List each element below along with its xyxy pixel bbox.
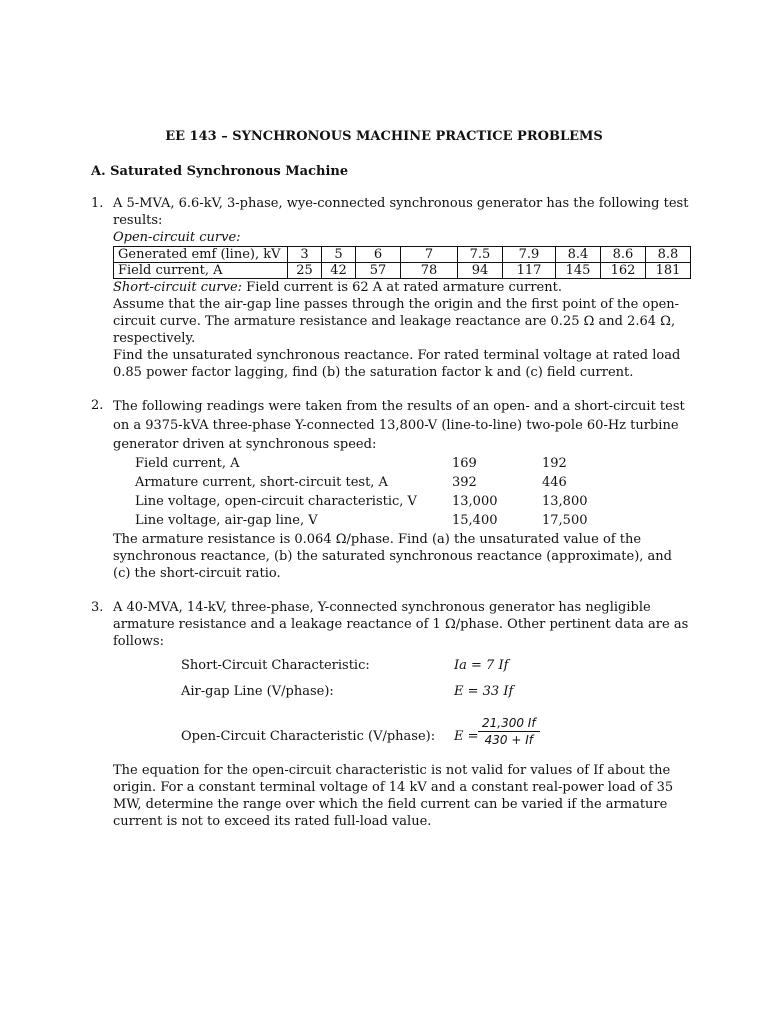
list-item (113, 455, 691, 474)
table-cell: 5 (322, 247, 356, 263)
reading-value-a: 15,400 (452, 513, 498, 528)
reading-label: Line voltage, air-gap line, V (135, 513, 318, 528)
eq-lhs-open-circuit: E = (454, 729, 479, 744)
table-cell: 117 (503, 263, 556, 279)
occ-label: Open-circuit curve: (113, 230, 241, 245)
eq-rhs-air-gap: E = 33 If (454, 684, 514, 699)
reading-value-b: 192 (542, 456, 567, 471)
eq-fraction (478, 715, 540, 748)
problem-number: 2. (91, 398, 104, 413)
reading-label: Armature current, short-circuit test, A (135, 475, 388, 490)
table-cell: 42 (322, 263, 356, 279)
problem-question: The equation for the open-circuit characteristic is not valid for values of If about the origin. For a constant terminal voltage of 14 kV and a constant real-power load of 35 MW, determine the range over which the field current can be varied if the armature current is not to exceed its rated full-load value. (113, 763, 674, 829)
table-cell: 7.9 (503, 247, 556, 263)
eq-label-open-circuit: Open-Circuit Characteristic (V/phase): (181, 729, 436, 744)
eq-label-short-circuit: Short-Circuit Characteristic: (181, 658, 370, 673)
table-cell: 162 (601, 263, 646, 279)
readings-list (113, 455, 691, 531)
open-circuit-table (113, 246, 691, 279)
table-cell: 7.5 (458, 247, 503, 263)
table-cell: 145 (556, 263, 601, 279)
section-heading: A. Saturated Synchronous Machine (91, 164, 349, 179)
table-cell: 8.4 (556, 247, 601, 263)
problem-intro: A 40-MVA, 14-kV, three-phase, Y-connected synchronous generator has negligible armature resistance and a leakage reactance of 1 Ω/phase. Other pertinent data are as follows: (113, 600, 689, 649)
table-cell: 57 (356, 263, 401, 279)
table-cell: 8.6 (601, 247, 646, 263)
problem-question: The armature resistance is 0.064 Ω/phase. Find (a) the unsaturated value of the synchronous reactance, (b) the saturated synchronous reactance (approximate), and (c) the short-circuit ratio. (113, 532, 672, 581)
table-cell: 3 (288, 247, 322, 263)
table-row-label: Field current, A (114, 263, 288, 279)
list-item (113, 474, 691, 493)
problem-text: Assume that the air-gap line passes through the origin and the first point of the open-circuit curve. The armature resistance and leakage reactance are 0.25 Ω and 2.64 Ω, respectively. (113, 297, 680, 346)
table-cell: 6 (356, 247, 401, 263)
reading-value-a: 392 (452, 475, 477, 490)
eq-rhs-short-circuit: Ia = 7 If (454, 658, 509, 673)
table-row (114, 247, 691, 263)
problem-number: 3. (91, 600, 104, 615)
problem-1 (91, 195, 691, 381)
table-cell: 78 (401, 263, 458, 279)
reading-label: Line voltage, open-circuit characteristic, V (135, 494, 417, 509)
list-item (113, 512, 691, 531)
table-cell: 7 (401, 247, 458, 263)
problem-number: 1. (91, 196, 104, 211)
eq-label-air-gap: Air-gap Line (V/phase): (181, 684, 334, 699)
reading-value-b: 17,500 (542, 513, 588, 528)
problem-question: Find the unsaturated synchronous reactance. For rated terminal voltage at rated load 0.85 power factor lagging, find (b) the saturation factor k and (c) field current. (113, 348, 681, 380)
reading-value-a: 169 (452, 456, 477, 471)
page-title: EE 143 – SYNCHRONOUS MACHINE PRACTICE PROBLEMS (165, 129, 603, 144)
table-cell: 8.8 (646, 247, 691, 263)
list-item (113, 493, 691, 512)
reading-value-b: 13,800 (542, 494, 588, 509)
fraction-numerator: 21,300 If (478, 715, 540, 732)
problem-intro: The following readings were taken from the results of an open- and a short-circuit test on a 9375-kVA three-phase Y-connected 13,800-V (line-to-line) two-pole 60-Hz turbine generator driven at synchronous speed: (113, 399, 685, 452)
reading-value-a: 13,000 (452, 494, 498, 509)
table-cell: 94 (458, 263, 503, 279)
reading-label: Field current, A (135, 456, 240, 471)
table-cell: 25 (288, 263, 322, 279)
problem-intro: A 5-MVA, 6.6-kV, 3-phase, wye-connected synchronous generator has the following test results: (113, 196, 689, 228)
table-row-label: Generated emf (line), kV (114, 247, 288, 263)
problem-3-question (91, 762, 691, 830)
problem-3 (91, 599, 691, 650)
problem-2 (91, 397, 691, 582)
table-cell: 181 (646, 263, 691, 279)
table-row (114, 263, 691, 279)
fraction-denominator: 430 + If (484, 733, 533, 747)
reading-value-b: 446 (542, 475, 567, 490)
scc-label: Short-circuit curve: (113, 280, 243, 295)
short-circuit-line (113, 279, 691, 296)
scc-text: Field current is 62 A at rated armature current. (242, 280, 562, 295)
